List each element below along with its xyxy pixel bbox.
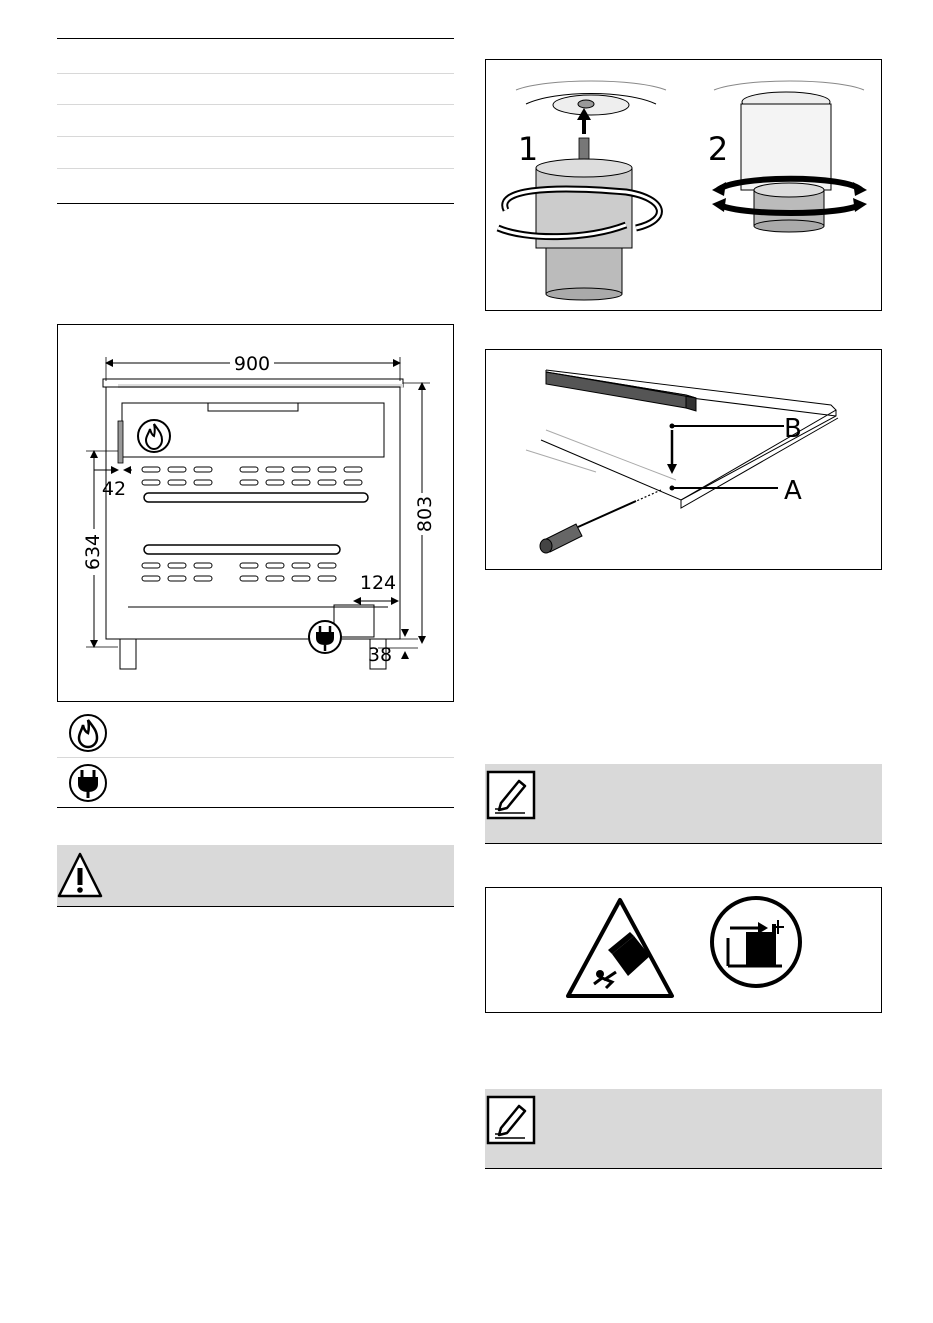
anti-tip-bracket-icon [708,894,804,990]
step-2-label: 2 [707,130,729,168]
flame-icon [68,713,108,753]
width-dimension: 900 [233,353,271,375]
table-row-divider [57,73,454,74]
range-cooker-front-diagram [58,325,453,701]
table-bottom-rule [57,203,454,204]
anti-tip-figure [485,887,882,1013]
warning-panel [57,845,454,907]
tipping-hazard-icon [564,896,676,1000]
plug-icon [309,621,341,653]
side-height-dimension: 634 [82,533,104,571]
plug-height-dimension: 38 [367,644,393,666]
table-row-divider [57,168,454,169]
table-top-rule [57,38,454,39]
warning-triangle-icon [57,851,103,901]
backguard-fixing-diagram [486,350,881,569]
note-panel [485,764,882,844]
plug-offset-dimension: 124 [359,572,397,594]
legend-bottom-rule [57,807,454,808]
note-panel [485,1089,882,1169]
gas-offset-dimension: 42 [101,478,127,500]
foot-adjustment-figure [485,59,882,311]
table-row-divider [57,136,454,137]
flame-icon [138,420,170,452]
plug-icon [68,763,108,803]
foot-adjustment-diagram [486,60,881,310]
legend-row-divider [57,757,454,758]
part-b-label: B [784,414,802,444]
step-1-label: 1 [517,130,539,168]
backguard-fixing-figure [485,349,882,570]
pencil-note-icon [485,769,537,821]
part-a-label: A [784,476,802,506]
appliance-dimensions-figure [57,324,454,702]
pencil-note-icon [485,1094,537,1146]
table-row-divider [57,104,454,105]
height-dimension: 803 [414,495,436,533]
